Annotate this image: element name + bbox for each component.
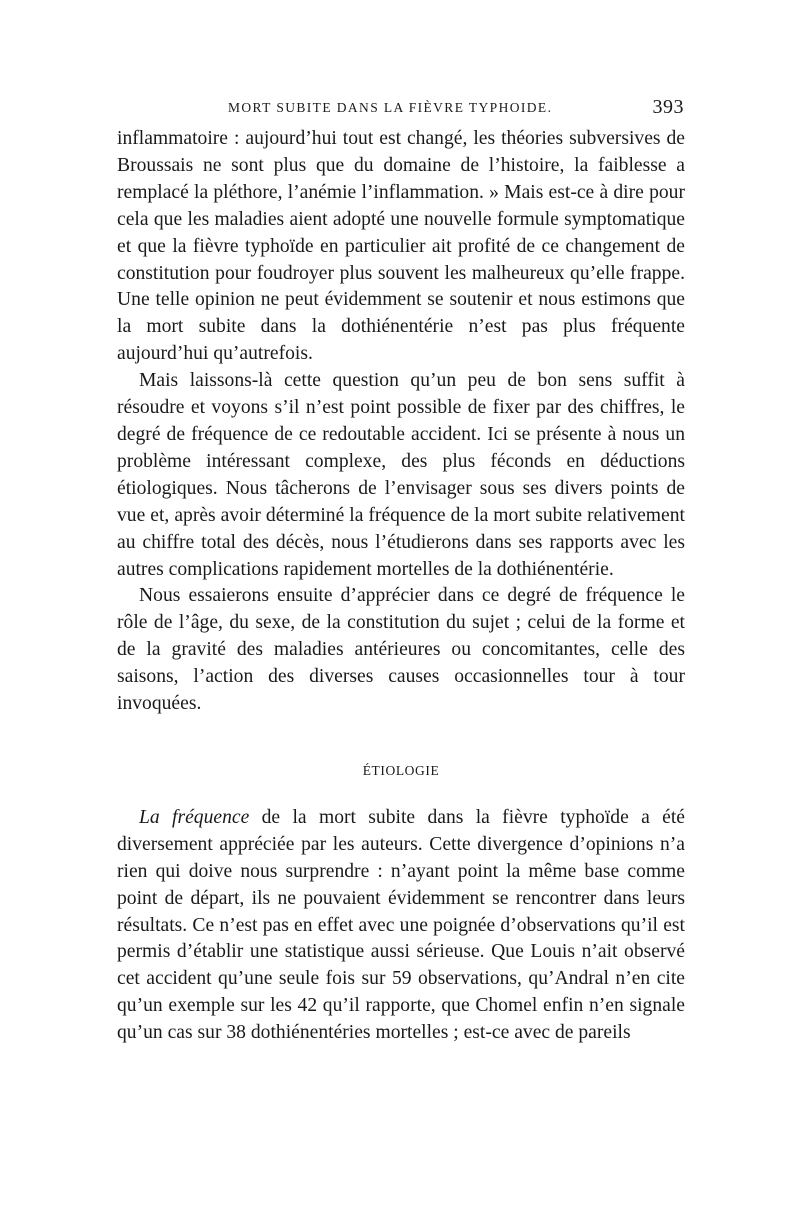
- paragraph-frequency-question: Mais laissons-là cette question qu’un peu de bon sens suffit à résoudre et voyons s’il n’est point possible de fixer par des chiffres, le degré de fréquence de ce redoutable accident. Ici se présente à nous un problème intéressant complexe, des plus féconds en déductions étiologiques. Nous tâcherons de l’envisager sous ses divers points de vue et, après avoir déterminé la fréquence de la mort subite relativement au chiffre total des décès, nous l’étudierons dans ses rapports avec les autres complications rapidement mortelles de la dothiénentérie.: [117, 370, 685, 580]
- paragraph-etiology: [117, 805, 685, 1047]
- running-title: MORT SUBITE DANS LA FIÈVRE TYPHOIDE.: [228, 100, 553, 115]
- page-number: 393: [652, 96, 684, 118]
- italic-lead: La fréquence: [139, 806, 250, 828]
- section-heading-etiologie: ÉTIOLOGIE: [362, 762, 440, 778]
- running-head: [118, 96, 684, 122]
- paragraph-study-plan: Nous essaierons ensuite d’apprécier dans ce degré de fréquence le rôle de l’âge, du sexe, de la constitution du sujet ; celui de la forme et de la gravité des maladies antérieures ou concomitantes, celle des saisons, l’action des diverses causes occasionnelles tour à tour invoquées.: [117, 585, 685, 715]
- paragraph-etiology-text: de la mort subite dans la fièvre typhoïde a été diversement appréciée par les auteurs. Cette divergence d’opinions n’a rien qui doive nous surprendre : n’ayant point la même base comme point de départ, ils ne pouvaient évidemment se rencontrer dans leurs résultats. Ce n’est pas en effet avec une poignée d’observations qu’il est permis d’établir une statistique aussi sérieuse. Que Louis n’ait observé cet accident qu’une seule fois sur 59 observations, qu’Andral n’en cite qu’un exemple sur les 42 qu’il rapporte, que Chomel enfin n’en signale qu’un cas sur 38 dothiénentéries mortelles ; est-ce avec de pareils: [117, 806, 685, 1044]
- paragraph-continuation: inflammatoire : aujourd’hui tout est changé, les théories subversives de Broussais ne sont plus que du domaine de l’histoire, la faiblesse a remplacé la pléthore, l’anémie l’inflammation. » Mais est-ce à dire pour cela que les maladies aient adopté une nouvelle formule symptomatique et que la fièvre typhoïde en particulier ait profité de ce changement de constitution pour foudroyer plus souvent les malheureux qu’elle frappe. Une telle opinion ne peut évidemment se soutenir et nous estimons que la mort subite dans la dothiénentérie n’est pas plus fréquente aujourd’hui qu’autrefois.: [117, 128, 685, 365]
- body-text: [117, 126, 685, 1047]
